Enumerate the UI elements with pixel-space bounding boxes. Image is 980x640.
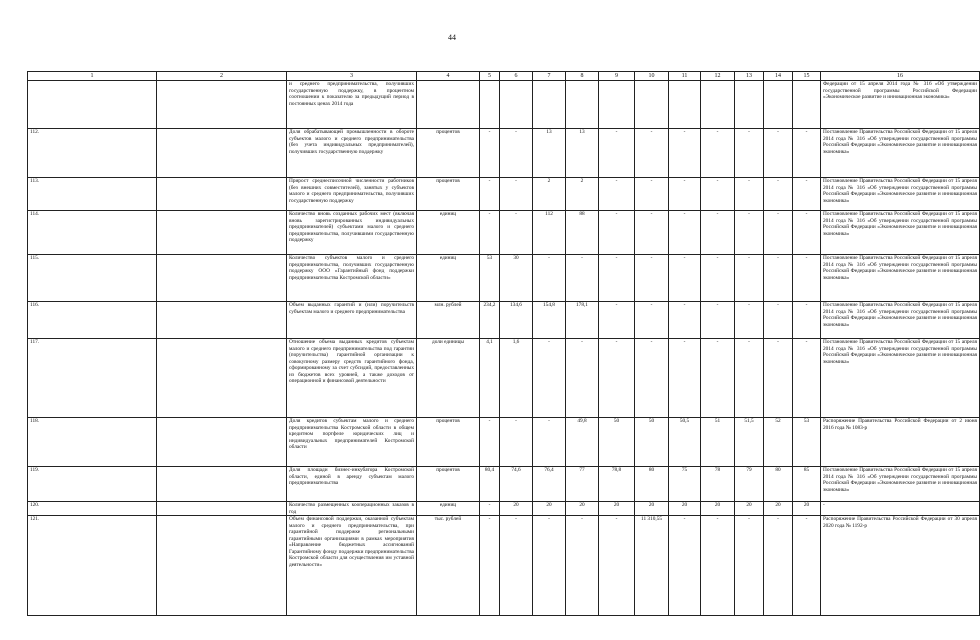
value-cell: 80 — [764, 467, 793, 502]
value-cell: - — [764, 339, 793, 418]
value-cell: - — [701, 255, 735, 302]
value-cell: - — [793, 255, 821, 302]
empty-cell — [157, 302, 287, 339]
value-cell: - — [735, 516, 764, 616]
row-number: 117. — [28, 339, 157, 418]
value-cell: - — [764, 129, 793, 178]
value-cell: - — [701, 178, 735, 211]
empty-cell — [157, 339, 287, 418]
value-cell: - — [735, 211, 764, 255]
value-cell — [635, 81, 669, 129]
table-row — [28, 502, 980, 516]
value-cell: - — [669, 129, 701, 178]
row-number: 119. — [28, 467, 157, 502]
value-cell: 50 — [599, 418, 635, 467]
value-cell: 78,8 — [599, 467, 635, 502]
source-document: - — [821, 502, 980, 516]
value-cell: - — [599, 516, 635, 616]
value-cell: - — [599, 211, 635, 255]
value-cell: 154,8 — [533, 302, 566, 339]
unit-cell: млн. рублей — [417, 302, 480, 339]
value-cell: 2 — [566, 178, 599, 211]
value-cell: - — [480, 129, 500, 178]
value-cell: 50 — [635, 418, 669, 467]
table-row — [28, 129, 980, 178]
value-cell: - — [480, 178, 500, 211]
value-cell: - — [793, 302, 821, 339]
value-cell: 20 — [635, 502, 669, 516]
column-header: 16 — [821, 72, 980, 81]
table-row — [28, 339, 980, 418]
table-row — [28, 516, 980, 616]
value-cell: - — [701, 211, 735, 255]
table-row — [28, 81, 980, 129]
value-cell: 77 — [566, 467, 599, 502]
column-header: 1 — [28, 72, 157, 81]
source-document: Распоряжение Правительства Российской Федерации от 2 июня 2016 года № 1083-р — [821, 418, 980, 467]
value-cell: - — [635, 255, 669, 302]
value-cell: 88 — [566, 211, 599, 255]
value-cell: - — [566, 339, 599, 418]
value-cell: - — [735, 302, 764, 339]
column-header: 3 — [287, 72, 417, 81]
row-number: 112. — [28, 129, 157, 178]
indicator-description: Отношение объема выданных кредитов субъектам малого и среднего предпринимательства под гарантии (поручительства) гарантийной организации к совокупному размеру средств гарантийного фонда, сформированному за счет субсидий, предоставленных из бюджетов всех уровней, а также доходов от операционной и финансовой деятельности — [287, 339, 417, 418]
value-cell: - — [669, 302, 701, 339]
value-cell: - — [500, 129, 533, 178]
value-cell: - — [533, 255, 566, 302]
value-cell: - — [533, 516, 566, 616]
value-cell: 20 — [599, 502, 635, 516]
empty-cell — [157, 502, 287, 516]
value-cell: 74,6 — [500, 467, 533, 502]
value-cell: - — [500, 178, 533, 211]
table-row — [28, 467, 980, 502]
value-cell: 20 — [735, 502, 764, 516]
value-cell: - — [764, 516, 793, 616]
value-cell: 11 310,55 — [635, 516, 669, 616]
value-cell: 20 — [701, 502, 735, 516]
source-document: Постановление Правительства Российской Федерации от 15 апреля 2014 года № 316 «Об утверждении государственной программы Российской Федерации «Экономическое развитие и инновационная экономика» — [821, 211, 980, 255]
unit-cell: доли единицы — [417, 339, 480, 418]
row-number: 113. — [28, 178, 157, 211]
value-cell: - — [480, 211, 500, 255]
value-cell: - — [735, 178, 764, 211]
value-cell: - — [635, 302, 669, 339]
value-cell: - — [669, 339, 701, 418]
value-cell: - — [793, 211, 821, 255]
value-cell: 50,5 — [669, 418, 701, 467]
empty-cell — [157, 467, 287, 502]
row-number — [28, 81, 157, 129]
row-number: 118. — [28, 418, 157, 467]
value-cell: - — [599, 178, 635, 211]
value-cell — [701, 81, 735, 129]
value-cell: - — [533, 339, 566, 418]
value-cell — [793, 81, 821, 129]
row-number: 116. — [28, 302, 157, 339]
value-cell — [480, 81, 500, 129]
value-cell: - — [764, 302, 793, 339]
value-cell: 20 — [764, 502, 793, 516]
unit-cell: процентов — [417, 418, 480, 467]
indicator-description: Количество размещенных кооперационных заказов в год — [287, 502, 417, 516]
empty-cell — [157, 516, 287, 616]
empty-cell — [157, 211, 287, 255]
value-cell: - — [701, 129, 735, 178]
column-header: 7 — [533, 72, 566, 81]
value-cell: - — [566, 516, 599, 616]
value-cell: 49,8 — [566, 418, 599, 467]
column-header: 15 — [793, 72, 821, 81]
value-cell: - — [599, 255, 635, 302]
table-row — [28, 418, 980, 467]
empty-cell — [157, 129, 287, 178]
table-row — [28, 255, 980, 302]
value-cell: - — [701, 302, 735, 339]
row-number: 121. — [28, 516, 157, 616]
value-cell: 80 — [635, 467, 669, 502]
value-cell: 134,6 — [500, 302, 533, 339]
value-cell: - — [669, 211, 701, 255]
value-cell: - — [793, 339, 821, 418]
unit-cell — [417, 81, 480, 129]
value-cell: 20 — [533, 502, 566, 516]
source-document: Постановление Правительства Российской Федерации от 15 апреля 2014 года № 316 «Об утверждении государственной программы Российской Федерации «Экономическое развитие и инновационная экономика» — [821, 339, 980, 418]
value-cell: 20 — [669, 502, 701, 516]
column-header: 5 — [480, 72, 500, 81]
value-cell — [599, 81, 635, 129]
source-document: Распоряжение Правительства Российской Федерации от 30 апреля 2020 года № 1192-р — [821, 516, 980, 616]
value-cell: - — [669, 178, 701, 211]
value-cell: - — [500, 516, 533, 616]
unit-cell: процентов — [417, 467, 480, 502]
value-cell: - — [793, 178, 821, 211]
value-cell: 30 — [500, 255, 533, 302]
value-cell: 85 — [793, 467, 821, 502]
column-header: 13 — [735, 72, 764, 81]
value-cell: - — [735, 255, 764, 302]
source-document: Постановление Правительства Российской Федерации от 15 апреля 2014 года № 316 «Об утверждении государственной программы Российской Федерации «Экономическое развитие и инновационная экономика» — [821, 255, 980, 302]
value-cell: - — [735, 129, 764, 178]
value-cell: - — [669, 255, 701, 302]
value-cell: 1,6 — [500, 339, 533, 418]
value-cell: - — [599, 129, 635, 178]
row-number: 120. — [28, 502, 157, 516]
value-cell: 51,5 — [735, 418, 764, 467]
value-cell: - — [599, 339, 635, 418]
value-cell: - — [599, 302, 635, 339]
indicator-description: Прирост среднесписочной численности работников (без внешних совместителей), занятых у субъектов малого и среднего предпринимательства, получивших государственную поддержку — [287, 178, 417, 211]
value-cell: - — [500, 418, 533, 467]
value-cell: 178,1 — [566, 302, 599, 339]
indicator-description: Количество субъектов малого и среднего предпринимательства, получивших государственную поддержку ООО «Гарантийный фонд поддержки предпринимательства Костромской области» — [287, 255, 417, 302]
value-cell: - — [701, 516, 735, 616]
column-header: 6 — [500, 72, 533, 81]
empty-cell — [157, 178, 287, 211]
page-number: 44 — [448, 33, 456, 42]
value-cell: 75 — [669, 467, 701, 502]
source-document: Постановление Правительства Российской Федерации от 15 апреля 2014 года № 316 «Об утверждении государственной программы Российской Федерации «Экономическое развитие и инновационная экономика» — [821, 178, 980, 211]
value-cell: - — [669, 516, 701, 616]
value-cell: - — [764, 211, 793, 255]
column-header: 2 — [157, 72, 287, 81]
column-header: 12 — [701, 72, 735, 81]
unit-cell: процентов — [417, 178, 480, 211]
value-cell — [566, 81, 599, 129]
unit-cell: единиц — [417, 255, 480, 302]
value-cell: 53 — [480, 255, 500, 302]
value-cell: - — [735, 339, 764, 418]
value-cell: 51 — [701, 418, 735, 467]
value-cell — [735, 81, 764, 129]
column-header: 10 — [635, 72, 669, 81]
value-cell: 112 — [533, 211, 566, 255]
value-cell — [533, 81, 566, 129]
header-row — [28, 72, 980, 81]
unit-cell: тыс. рублей — [417, 516, 480, 616]
value-cell: - — [533, 418, 566, 467]
source-document: Постановление Правительства Российской Федерации от 15 апреля 2014 года № 316 «Об утверждении государственной программы Российской Федерации «Экономическое развитие и инновационная экономика» — [821, 467, 980, 502]
value-cell: - — [793, 129, 821, 178]
value-cell — [764, 81, 793, 129]
indicator-description: Доля обрабатывающей промышленности в обороте субъектов малого и среднего предпринимательства (без учета индивидуальных предпринимателей), получивших государственную поддержку — [287, 129, 417, 178]
value-cell: 4,1 — [480, 339, 500, 418]
column-header: 14 — [764, 72, 793, 81]
value-cell: - — [480, 418, 500, 467]
value-cell: - — [480, 516, 500, 616]
indicator-description: Объем выданных гарантий и (или) поручительств субъектам малого и среднего предпринимательства — [287, 302, 417, 339]
value-cell: - — [764, 178, 793, 211]
unit-cell: единиц — [417, 502, 480, 516]
table-row — [28, 302, 980, 339]
column-header: 11 — [669, 72, 701, 81]
unit-cell: процентов — [417, 129, 480, 178]
source-document: Федерации от 15 апреля 2014 года № 316 «Об утверждении государственной программы Российской Федерации «Экономическое развитие и инновационная экономика» — [821, 81, 980, 129]
value-cell: - — [635, 211, 669, 255]
source-document: Постановление Правительства Российской Федерации от 15 апреля 2014 года № 316 «Об утверждении государственной программы Российской Федерации «Экономическое развитие и инновационная экономика» — [821, 129, 980, 178]
value-cell — [669, 81, 701, 129]
empty-cell — [157, 81, 287, 129]
value-cell — [500, 81, 533, 129]
row-number: 115. — [28, 255, 157, 302]
column-header: 8 — [566, 72, 599, 81]
value-cell: - — [635, 339, 669, 418]
value-cell: 79 — [735, 467, 764, 502]
value-cell: 2 — [533, 178, 566, 211]
indicators-table — [27, 71, 980, 616]
value-cell: 53 — [793, 418, 821, 467]
unit-cell: единиц — [417, 211, 480, 255]
value-cell: 78 — [701, 467, 735, 502]
value-cell: 52 — [764, 418, 793, 467]
value-cell: - — [635, 129, 669, 178]
value-cell: - — [480, 502, 500, 516]
indicator-description: и среднего предпринимательства, получивших государственную поддержку, в процентном соотношении к показателю за предыдущий период в постоянных ценах 2014 года — [287, 81, 417, 129]
source-document: Постановление Правительства Российской Федерации от 15 апреля 2014 года № 316 «Об утверждении государственной программы Российской Федерации «Экономическое развитие и инновационная экономика» — [821, 302, 980, 339]
value-cell: 13 — [566, 129, 599, 178]
value-cell: - — [793, 516, 821, 616]
empty-cell — [157, 255, 287, 302]
column-header: 9 — [599, 72, 635, 81]
value-cell: - — [566, 255, 599, 302]
indicator-description: Количество вновь созданных рабочих мест (включая вновь зарегистрированных индивидуальных предпринимателей) субъектами малого и среднего предпринимательства, получившими государственную поддержку — [287, 211, 417, 255]
value-cell: 20 — [500, 502, 533, 516]
value-cell: - — [500, 211, 533, 255]
indicator-description: Доля площади бизнес-инкубатора Костромской области, единой в аренду субъектам малого предпринимательства — [287, 467, 417, 502]
value-cell: - — [701, 339, 735, 418]
indicator-description: Доля кредитов субъектам малого и среднего предпринимательства Костромской области в общем кредитном портфеле юридических лиц и индивидуальных предпринимателей Костромской области — [287, 418, 417, 467]
row-number: 114. — [28, 211, 157, 255]
value-cell: 20 — [793, 502, 821, 516]
value-cell: 20 — [566, 502, 599, 516]
value-cell: - — [635, 178, 669, 211]
empty-cell — [157, 418, 287, 467]
value-cell: 234,2 — [480, 302, 500, 339]
value-cell: - — [764, 255, 793, 302]
column-header: 4 — [417, 72, 480, 81]
value-cell: 76,4 — [533, 467, 566, 502]
value-cell: 80,4 — [480, 467, 500, 502]
indicator-description: Объем финансовой поддержки, оказанной субъектам малого и среднего предпринимательства, при гарантийной поддержке региональными гарантийными организациями в рамках мероприятия «Направление бюджетных ассигнований Гарантийному фонду поддержки предпринимательства Костромской области для осуществления им уставной деятельности» — [287, 516, 417, 616]
table-row — [28, 178, 980, 211]
value-cell: 13 — [533, 129, 566, 178]
table-row — [28, 211, 980, 255]
